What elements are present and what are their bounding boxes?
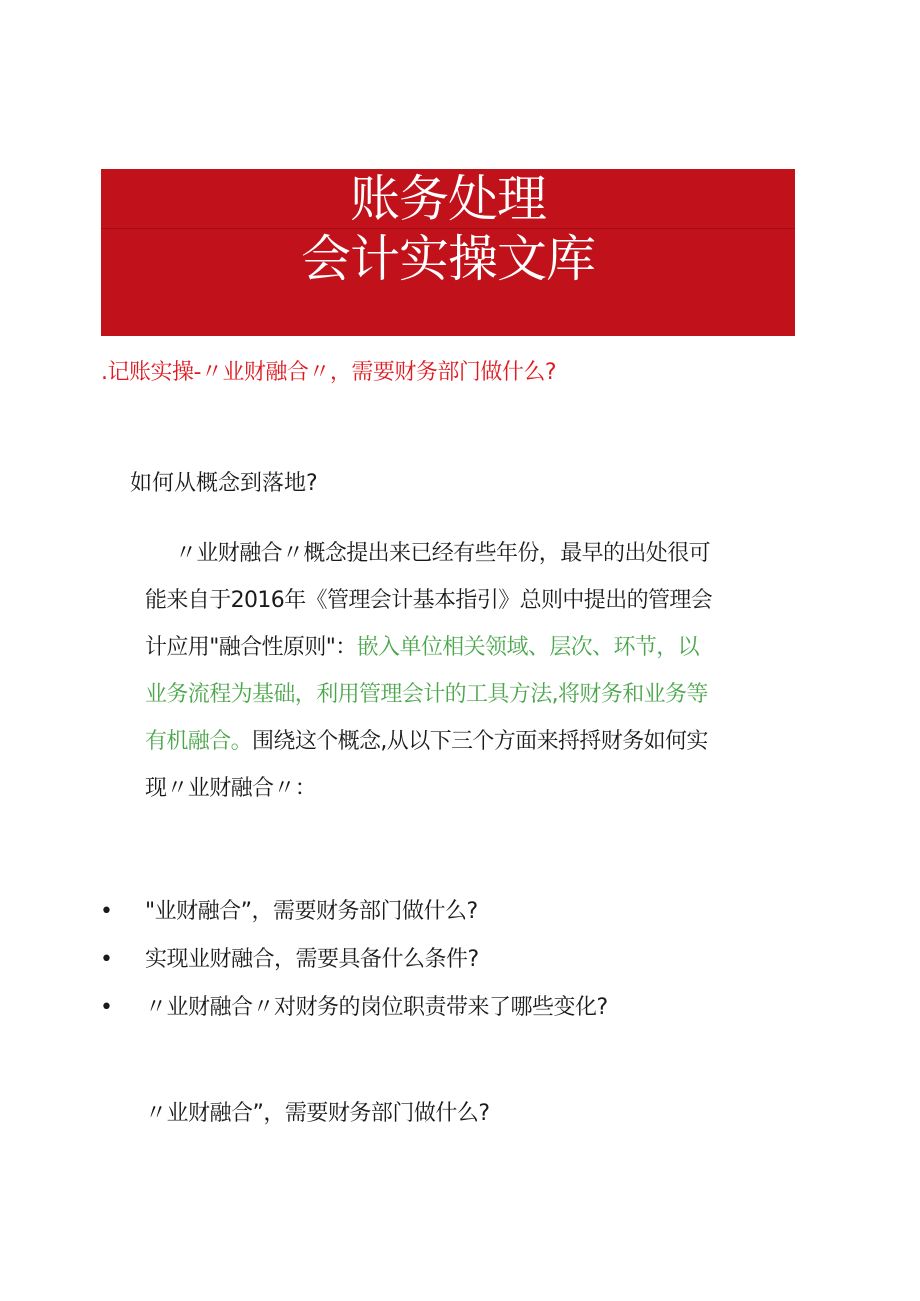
- title-banner: [101, 169, 795, 336]
- bullet-icon: •: [100, 947, 113, 972]
- document-subtitle: .记账实操-〃业财融合〃，需要财务部门做什么?: [101, 360, 557, 385]
- highlighted-text: 有机融合。: [145, 729, 253, 754]
- highlighted-text: 嵌入单位相关领域、层次、环节，以: [356, 635, 700, 660]
- highlighted-text: 业务流程为基础，利用管理会计的工具方法,将财务和业务等: [145, 682, 708, 707]
- paragraph-text: 计应用"融合性原则"：: [145, 635, 357, 660]
- paragraph-text: 围绕这个概念,从以下三个方面来捋捋财务如何实: [252, 729, 708, 754]
- banner-divider: [101, 228, 795, 229]
- banner-title-line2: 会计实操文库: [301, 230, 595, 288]
- list-item-text: 〃业财融合〃对财务的岗位职责带来了哪些变化?: [145, 995, 608, 1020]
- intro-question: 如何从概念到落地?: [130, 471, 318, 496]
- paragraph-line: 能来自于2016年《管理会计基本指引》总则中提出的管理会: [145, 588, 713, 613]
- paragraph-line: [145, 718, 805, 765]
- bullet-icon: •: [100, 899, 113, 924]
- paragraph-line: [145, 624, 805, 671]
- paragraph-line: 〃业财融合〃概念提出来已经有些年份，最早的出处很可: [175, 541, 711, 566]
- list-item-text: "业财融合”，需要财务部门做什么?: [145, 899, 478, 924]
- list-item-text: 实现业财融合，需要具备什么条件?: [145, 947, 479, 972]
- paragraph-line: 现〃业财融合〃：: [145, 776, 317, 801]
- bullet-icon: •: [100, 995, 113, 1020]
- body-paragraph: [145, 530, 805, 812]
- section-heading: 〃业财融合”，需要财务部门做什么?: [145, 1101, 490, 1126]
- banner-title-line1: 账务处理: [350, 170, 546, 228]
